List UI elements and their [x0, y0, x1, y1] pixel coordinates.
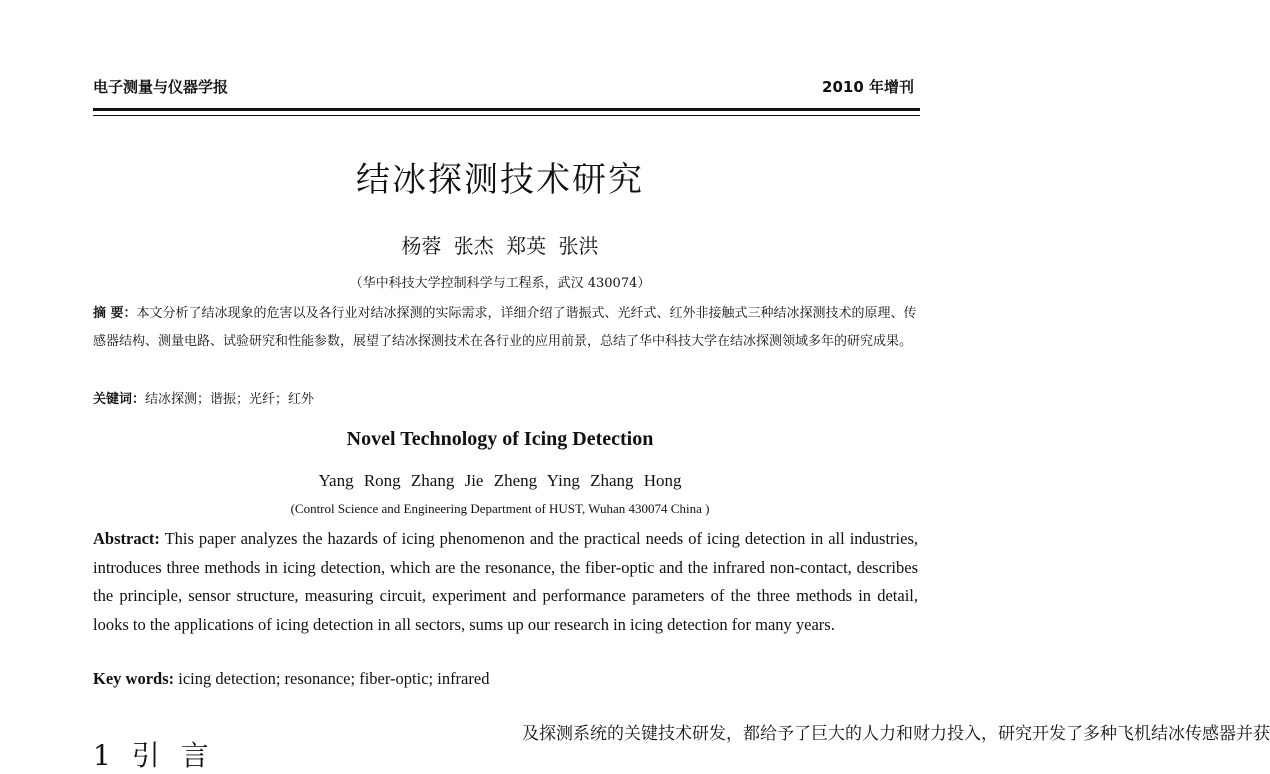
keywords-en-label: Key words:	[93, 669, 175, 688]
abstract-cn	[93, 300, 920, 356]
abstract-cn-label: 摘 要：	[93, 306, 137, 321]
keywords-cn-text: 结冰探测；谐振；光纤；红外	[145, 392, 315, 407]
keywords-en-text: icing detection; resonance; fiber-optic; infrared	[174, 669, 490, 688]
authors-en: Yang Rong Zhang Jie Zheng Ying Zhang Hong	[318, 471, 682, 490]
column2-body-text: 及探测系统的关键技术研发，都给予了巨大的人力和财力投入，研究开发了多种飞机结冰传感器并获	[522, 724, 1270, 744]
paper-title-cn: 结冰探测技术研究	[356, 160, 644, 200]
keywords-cn	[93, 388, 920, 407]
journal-name: 电子测量与仪器学报	[93, 78, 229, 96]
abstract-en-label: Abstract:	[93, 529, 160, 548]
header-rule-thick	[93, 108, 920, 111]
authors-cn: 杨蓉 张杰 郑英 张洪	[401, 234, 599, 258]
abstract-en-text: This paper analyzes the hazards of icing phenomenon and the practical needs of icing detection in all industries, introduces three methods in icing detection, which are the resonance, the fiber-optic and the infrared non-contact, describes the principle, sensor structure, measuring circuit, experiment and performance parameters of the three methods in detail, looks to the applications of icing detection in all sectors, sums up our research in icing detection for many years.	[93, 529, 918, 634]
issue-label: 2010 年增刊	[822, 78, 914, 96]
affiliation-en: (Control Science and Engineering Department of HUST, Wuhan 430074 China )	[290, 501, 710, 516]
abstract-en	[93, 525, 918, 639]
keywords-en	[93, 669, 920, 689]
paper-title-en: Novel Technology of Icing Detection	[346, 428, 654, 450]
section-heading-introduction: 1 引 言	[93, 739, 215, 772]
header-rule-thin	[93, 115, 920, 116]
affiliation-cn: （华中科技大学控制科学与工程系，武汉 430074）	[349, 276, 651, 291]
keywords-cn-label: 关键词：	[93, 392, 146, 407]
abstract-cn-text: 本文分析了结冰现象的危害以及各行业对结冰探测的实际需求，详细介绍了谐振式、光纤式、红外非接触式三种结冰探测技术的原理、传感器结构、测量电路、试验研究和性能参数，展望了结冰探测技术在各行业的应用前景，总结了华中科技大学在结冰探测领域多年的研究成果。	[93, 306, 917, 349]
